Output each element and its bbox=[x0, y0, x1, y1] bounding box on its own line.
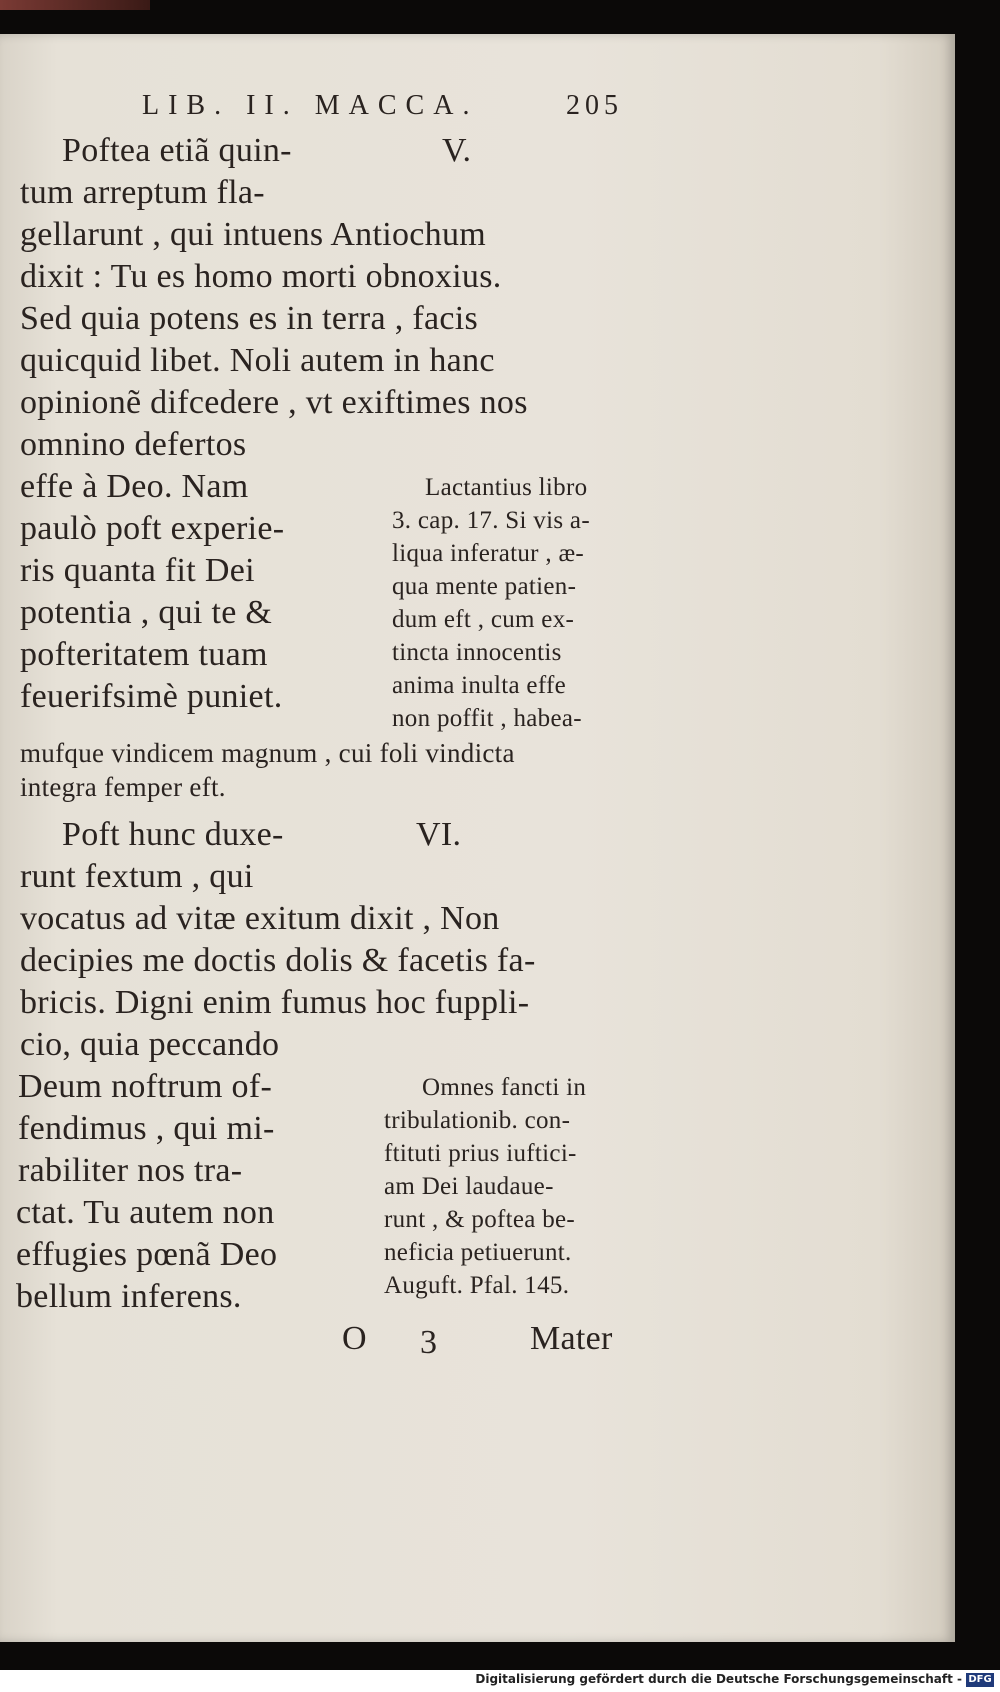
text-line: opinionẽ difcedere , vt exiftimes nos bbox=[20, 384, 528, 421]
dfg-logo-icon: DFG bbox=[966, 1673, 994, 1687]
text-line: Poftea etiã quin- bbox=[62, 132, 292, 169]
margin-note-line: am Dei laudaue- bbox=[384, 1173, 554, 1200]
section-marker-vi: VI. bbox=[416, 816, 462, 853]
signature-mark: O bbox=[342, 1320, 367, 1357]
text-line: integra femper eft. bbox=[20, 772, 226, 802]
text-line: Deum noftrum of- bbox=[18, 1068, 273, 1105]
text-line: rabiliter nos tra- bbox=[18, 1152, 243, 1189]
margin-note-line: neficia petiuerunt. bbox=[384, 1239, 572, 1266]
text-line: fendimus , qui mi- bbox=[18, 1110, 275, 1147]
text-line: feuerifsimè puniet. bbox=[20, 678, 283, 715]
text-line: ctat. Tu autem non bbox=[16, 1194, 275, 1231]
text-line: effe à Deo. Nam bbox=[20, 468, 249, 505]
margin-note-line: Omnes fancti in bbox=[422, 1074, 587, 1101]
text-line: pofteritatem tuam bbox=[20, 636, 268, 673]
page-sheet bbox=[0, 34, 955, 1642]
margin-note-line: Auguft. Pfal. 145. bbox=[384, 1272, 570, 1299]
text-line: bellum inferens. bbox=[16, 1278, 242, 1315]
text-line: vocatus ad vitæ exitum dixit , Non bbox=[20, 900, 500, 937]
text-line: dixit : Tu es homo morti obnoxius. bbox=[20, 258, 502, 295]
text-line: paulò poft experie- bbox=[20, 510, 285, 547]
text-line: omnino defertos bbox=[20, 426, 247, 463]
margin-note-line: tincta innocentis bbox=[392, 639, 562, 666]
running-title: LIB. II. MACCA. bbox=[142, 90, 479, 121]
margin-note-line: runt , & poftea be- bbox=[384, 1206, 576, 1233]
footer-credit: Digitalisierung gefördert durch die Deutsche Forschungsgemeinschaft - bbox=[475, 1672, 962, 1686]
text-line: decipies me doctis dolis & facetis fa- bbox=[20, 942, 536, 979]
text-line: quicquid libet. Noli autem in hanc bbox=[20, 342, 495, 379]
margin-note-line: 3. cap. 17. Si vis a- bbox=[392, 507, 590, 534]
margin-note-line: non poffit , habea- bbox=[392, 705, 582, 732]
page-number: 205 bbox=[566, 90, 623, 121]
digitization-footer bbox=[0, 1670, 1000, 1692]
text-line: potentia , qui te & bbox=[20, 594, 273, 631]
section-marker-v: V. bbox=[442, 132, 472, 169]
margin-note-line: Lactantius libro bbox=[425, 474, 588, 501]
text-line: effugies pœnã Deo bbox=[16, 1236, 278, 1273]
margin-note-line: ftituti prius iuftici- bbox=[384, 1140, 577, 1167]
text-line: runt fextum , qui bbox=[20, 858, 254, 895]
book-spine-edge bbox=[0, 0, 150, 10]
text-line: bricis. Digni enim fumus hoc fuppli- bbox=[20, 984, 530, 1021]
text-line: gellarunt , qui intuens Antiochum bbox=[20, 216, 487, 253]
text-line: ris quanta fit Dei bbox=[20, 552, 255, 589]
margin-note-line: dum eft , cum ex- bbox=[392, 606, 575, 633]
catchword: Mater bbox=[530, 1320, 613, 1357]
text-line: tum arreptum fla- bbox=[20, 174, 265, 211]
text-line: Poft hunc duxe- bbox=[62, 816, 284, 853]
margin-note-line: liqua inferatur , æ- bbox=[392, 540, 585, 567]
text-line: mufque vindicem magnum , cui foli vindicta bbox=[20, 738, 515, 768]
text-line: Sed quia potens es in terra , facis bbox=[20, 300, 479, 337]
margin-note-line: qua mente patien- bbox=[392, 573, 577, 600]
text-line: cio, quia peccando bbox=[20, 1026, 280, 1063]
margin-note-line: anima inulta effe bbox=[392, 672, 567, 699]
margin-note-line: tribulationib. con- bbox=[384, 1107, 571, 1134]
signature-number: 3 bbox=[420, 1324, 438, 1361]
